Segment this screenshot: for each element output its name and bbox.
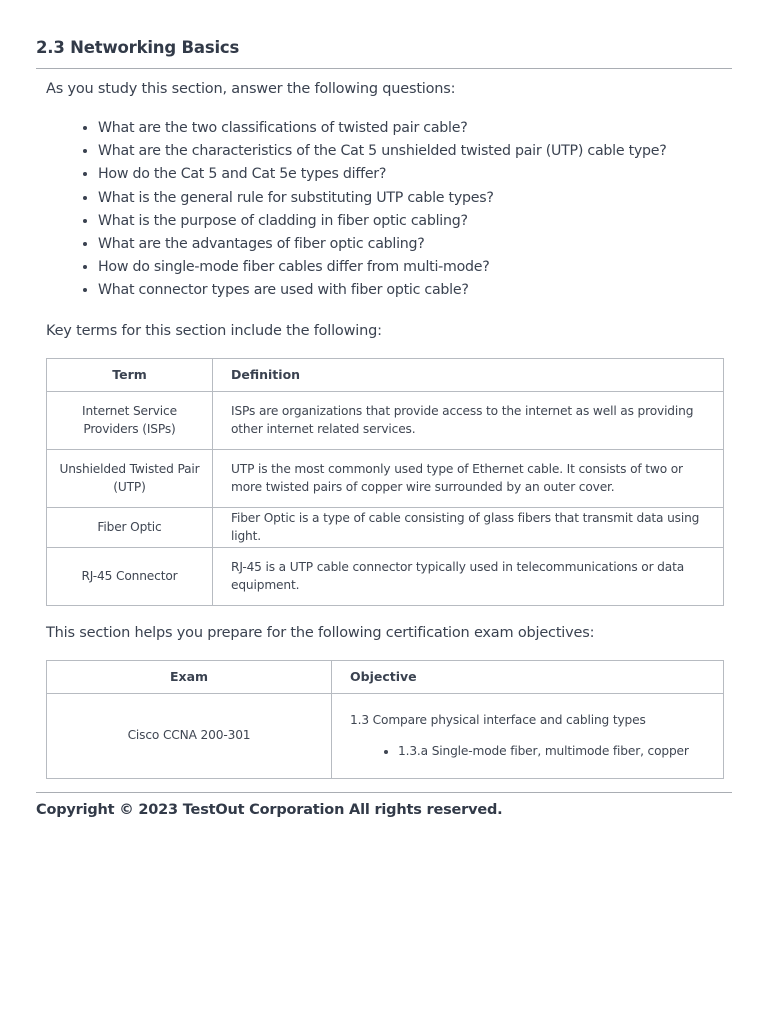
question-item: • How do the Cat 5 and Cat 5e types differ? [98, 163, 722, 186]
exam-column-header: Exam [47, 660, 332, 693]
question-item: • How do single-mode fiber cables differ from multi-mode? [98, 256, 722, 279]
question-item: • What connector types are used with fiber optic cable? [98, 279, 722, 302]
sub-objectives-list [350, 742, 713, 760]
table-row [47, 693, 724, 778]
title-divider [36, 68, 732, 69]
term-column-header: Term [47, 358, 213, 391]
table-row [47, 449, 724, 507]
question-item: • What are the characteristics of the Cat 5 unshielded twisted pair (UTP) cable type? [98, 140, 722, 163]
question-item: • What is the general rule for substituting UTP cable types? [98, 187, 722, 210]
questions-intro: As you study this section, answer the following questions: [46, 81, 456, 97]
term-cell: RJ-45 Connector [47, 547, 213, 605]
definition-cell: Fiber Optic is a type of cable consisting of glass fibers that transmit data using light. [213, 507, 724, 547]
table-header-row [47, 358, 724, 391]
objective-text: 1.3 Compare physical interface and cabling types [350, 713, 646, 728]
copyright-notice: Copyright © 2023 TestOut Corporation All rights reserved. [36, 801, 503, 818]
term-cell: Fiber Optic [47, 507, 213, 547]
questions-list [46, 117, 722, 303]
question-item: • What are the advantages of fiber optic cabling? [98, 233, 722, 256]
term-cell: Unshielded Twisted Pair (UTP) [47, 449, 213, 507]
sub-objective-item: • 1.3.a Single-mode fiber, multimode fiber, copper [398, 742, 713, 760]
definition-cell: RJ-45 is a UTP cable connector typically used in telecommunications or data equipment. [213, 547, 724, 605]
key-terms-table [46, 358, 724, 606]
question-item: • What are the two classifications of twisted pair cable? [98, 117, 722, 140]
term-cell: Internet Service Providers (ISPs) [47, 391, 213, 449]
table-row [47, 391, 724, 449]
definition-cell: UTP is the most commonly used type of Ethernet cable. It consists of two or more twisted pairs of copper wire surrounded by an outer cover. [213, 449, 724, 507]
exam-cell: Cisco CCNA 200-301 [47, 693, 332, 778]
objective-cell [332, 693, 724, 778]
page-title: 2.3 Networking Basics [36, 38, 240, 57]
key-terms-intro: Key terms for this section include the following: [46, 322, 382, 339]
objectives-intro: This section helps you prepare for the following certification exam objectives: [46, 624, 595, 641]
exam-objectives-table [46, 660, 724, 779]
section-content [36, 79, 732, 779]
definition-column-header: Definition [213, 358, 724, 391]
definition-cell: ISPs are organizations that provide access to the internet as well as providing other internet related services. [213, 391, 724, 449]
table-header-row [47, 660, 724, 693]
footer-divider [36, 792, 732, 793]
question-item: • What is the purpose of cladding in fiber optic cabling? [98, 210, 722, 233]
objective-column-header: Objective [332, 660, 724, 693]
table-row [47, 507, 724, 547]
table-row [47, 547, 724, 605]
